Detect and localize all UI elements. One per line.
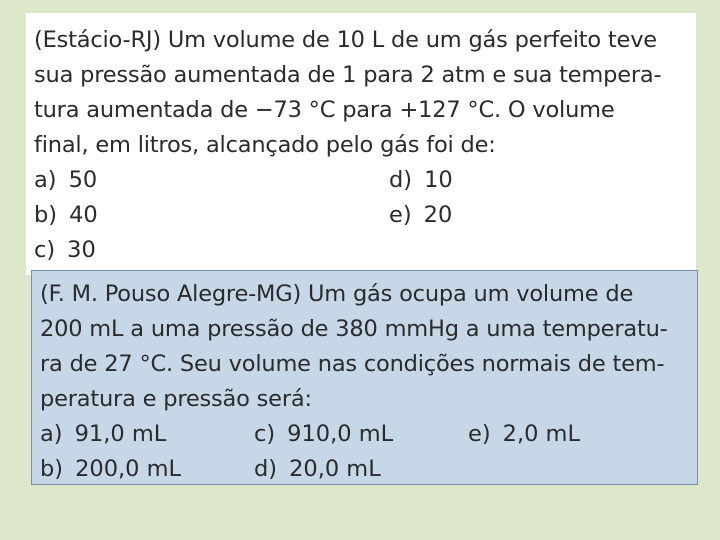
- option-d: d) 20,0 mL: [254, 456, 381, 482]
- option-c: c) 30: [34, 237, 96, 263]
- option-a: a) 91,0 mL: [40, 421, 167, 447]
- stem-line: ra de 27 °C. Seu volume nas condições normais de tem-: [40, 351, 665, 377]
- stem-line: final, em litros, alcançado pelo gás foi de:: [34, 132, 496, 158]
- question-2-card: [31, 270, 698, 485]
- option-e: e) 2,0 mL: [468, 421, 581, 447]
- option-e: e) 20: [389, 202, 453, 228]
- question-1-stem: [34, 23, 686, 163]
- option-d: d) 10: [389, 167, 453, 193]
- stem-line: 200 mL a uma pressão de 380 mmHg a uma temperatu-: [40, 316, 668, 342]
- question-2-stem: [40, 277, 687, 417]
- question-1-card: [26, 13, 696, 275]
- stem-line: sua pressão aumentada de 1 para 2 atm e sua tempera-: [34, 62, 662, 88]
- stem-line: tura aumentada de −73 °C para +127 °C. O volume: [34, 97, 615, 123]
- option-a: a) 50: [34, 167, 98, 193]
- option-b: b) 40: [34, 202, 98, 228]
- stem-line: peratura e pressão será:: [40, 386, 312, 412]
- option-b: b) 200,0 mL: [40, 456, 182, 482]
- stem-line: (Estácio-RJ) Um volume de 10 L de um gás perfeito teve: [34, 27, 657, 53]
- option-c: c) 910,0 mL: [254, 421, 394, 447]
- stem-line: (F. M. Pouso Alegre-MG) Um gás ocupa um volume de: [40, 281, 634, 307]
